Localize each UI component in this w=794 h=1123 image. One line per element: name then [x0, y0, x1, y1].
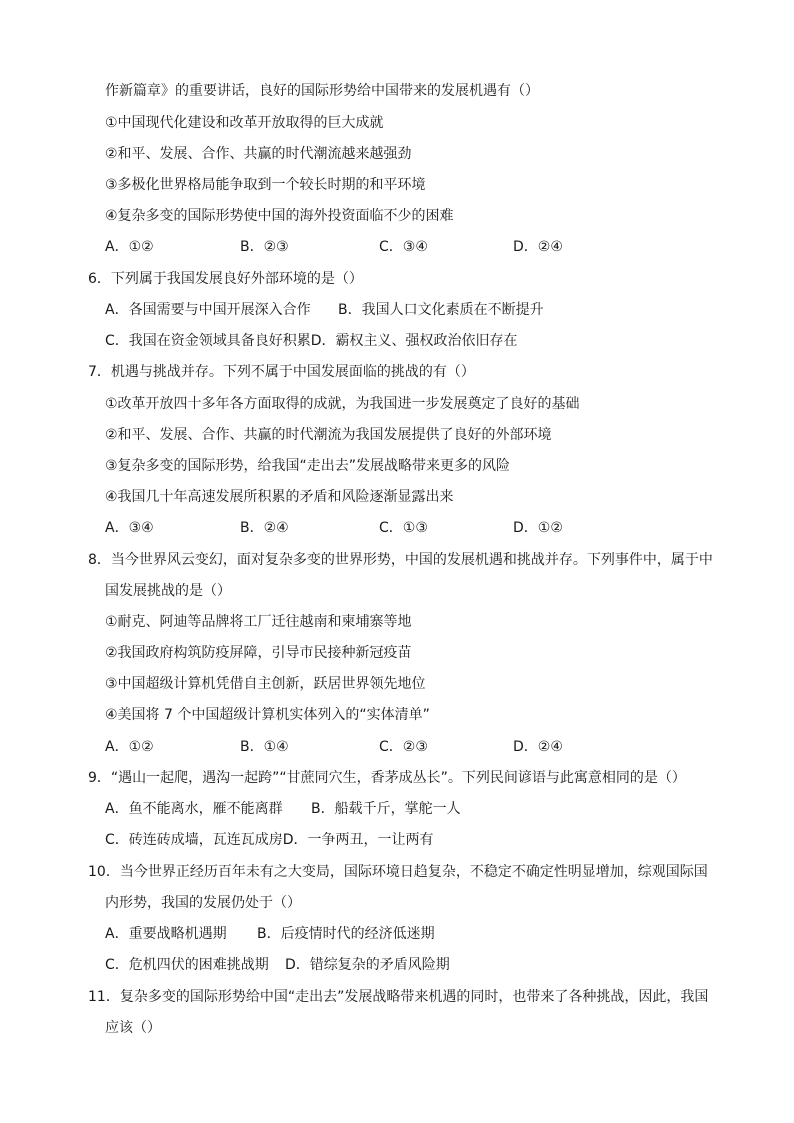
- q5-stem-continuation: 作新篇章》的重要讲话，良好的国际形势给中国带来的发展机遇有（）: [105, 83, 539, 99]
- q8-stem-line2: 国发展挑战的是（）: [105, 583, 231, 599]
- q7-item-1: ①改革开放四十多年各方面取得的成就，为我国进一步发展奠定了良好的基础: [105, 396, 580, 412]
- q11-stem-line2: 应该（）: [105, 1020, 161, 1036]
- q7-stem: 7．机遇与挑战并存。下列不属于中国发展面临的挑战的有（）: [88, 364, 475, 380]
- q10-stem-line1: 10．当今世界正经历百年未有之大变局，国际环境日趋复杂，不稳定不确定性明显增加，综观国际国: [88, 864, 708, 880]
- q10-option-a: A．重要战略机遇期: [105, 926, 227, 942]
- q10-option-c: C．危机四伏的困难挑战期: [105, 957, 269, 973]
- q10-option-d: D．错综复杂的矛盾风险期: [285, 957, 450, 973]
- q5-item-1: ①中国现代化建设和改革开放取得的巨大成就: [105, 115, 384, 131]
- q10-option-b: B．后疫情时代的经济低迷期: [257, 926, 435, 942]
- q6-stem: 6．下列属于我国发展良好外部环境的是（）: [88, 271, 363, 287]
- q5-option-d: D．②④: [513, 239, 563, 255]
- q6-option-a: A．各国需要与中国开展深入合作: [105, 302, 311, 318]
- q7-option-a: A．③④: [105, 520, 154, 536]
- q8-item-2: ②我国政府构筑防疫屏障，引导市民接种新冠疫苗: [105, 645, 412, 661]
- q8-option-b: B．①④: [240, 739, 289, 755]
- q8-option-a: A．①②: [105, 739, 154, 755]
- q7-item-4: ④我国几十年高速发展所积累的矛盾和风险逐渐显露出来: [105, 489, 454, 505]
- q8-item-3: ③中国超级计算机凭借自主创新，跃居世界领先地位: [105, 676, 426, 692]
- q7-item-2: ②和平、发展、合作、共赢的时代潮流为我国发展提供了良好的外部环境: [105, 427, 552, 443]
- q6-option-b: B．我国人口文化素质在不断提升: [338, 302, 544, 318]
- q8-option-d: D．②④: [513, 739, 563, 755]
- q10-stem-line2: 内形势，我国的发展仍处于（）: [105, 895, 301, 911]
- q7-option-c: C．①③: [379, 520, 428, 536]
- q9-options-cd: C．砖连砖成墙，瓦连瓦成房D．一争两丑，一让两有: [105, 832, 434, 848]
- q8-item-1: ①耐克、阿迪等品牌将工厂迁往越南和柬埔寨等地: [105, 614, 412, 630]
- q5-item-3: ③多极化世界格局能争取到一个较长时期的和平环境: [105, 177, 426, 193]
- q8-option-c: C．②③: [379, 739, 428, 755]
- q7-item-3: ③复杂多变的国际形势，给我国“走出去”发展战略带来更多的风险: [105, 458, 511, 474]
- q8-item-4: ④美国将 7 个中国超级计算机实体列入的“实体清单”: [105, 707, 430, 723]
- q7-option-d: D．①②: [513, 520, 563, 536]
- q8-stem-line1: 8．当今世界风云变幻，面对复杂多变的世界形势，中国的发展机遇和挑战并存。下列事件中，属于中: [88, 552, 713, 568]
- q5-item-2: ②和平、发展、合作、共赢的时代潮流越来越强劲: [105, 146, 412, 162]
- q6-options-cd: C．我国在资金领域具备良好积累D．霸权主义、强权政治依旧存在: [105, 333, 518, 349]
- q5-option-b: B．②③: [240, 239, 289, 255]
- q5-option-a: A．①②: [105, 239, 154, 255]
- q7-option-b: B．②④: [240, 520, 289, 536]
- q11-stem-line1: 11．复杂多变的国际形势给中国“走出去”发展战略带来机遇的同时，也带来了各种挑战，因此，我国: [88, 989, 709, 1005]
- q5-item-4: ④复杂多变的国际形势使中国的海外投资面临不少的困难: [105, 208, 454, 224]
- q9-option-a: A．鱼不能离水，雁不能离群: [105, 801, 283, 817]
- q9-stem: 9．“遇山一起爬，遇沟一起跨”“甘蔗同穴生，香茅成丛长”。下列民间谚语与此寓意相同的是（）: [88, 770, 686, 786]
- q9-option-b: B．船载千斤，掌舵一人: [311, 801, 461, 817]
- q5-option-c: C．③④: [379, 239, 428, 255]
